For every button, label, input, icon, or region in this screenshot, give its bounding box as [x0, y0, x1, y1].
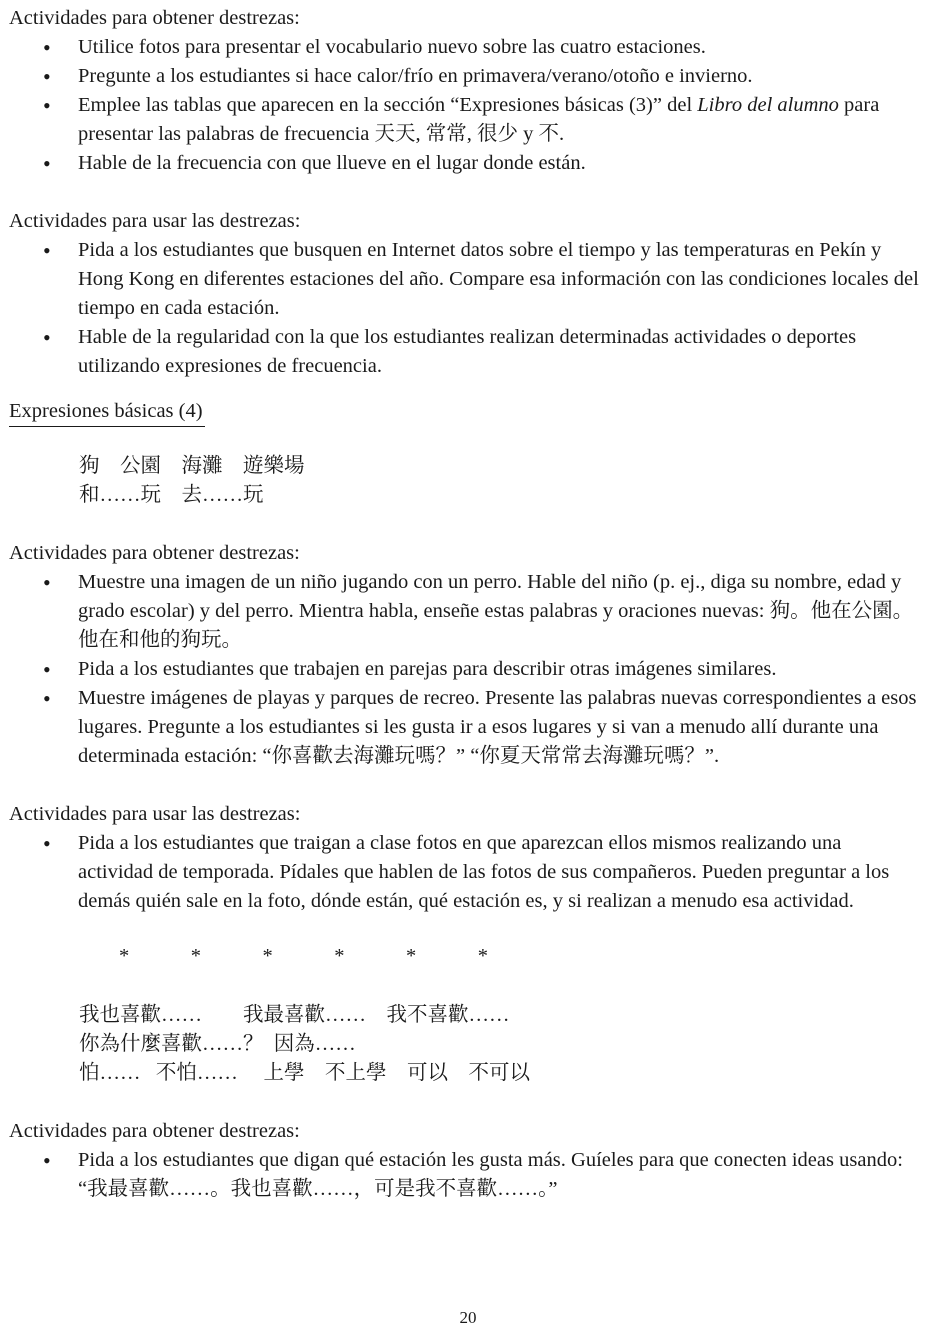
phrase-row: 你為什麼喜歡……？ 因為……	[79, 1033, 356, 1055]
section-heading: Actividades para usar las destrezas:	[9, 803, 301, 825]
vocab-row: 和……玩 去……玩	[79, 484, 264, 506]
list-item: • Pida a los estudiantes que traigan a clase fotos en que aparezcan ellos mismos realizando una actividad de temporada. Pídales que hablen de las fotos de sus compañeros. Pueden preguntar a los demás quién sale en la foto, dónde están, qué estación es, y si realizan a menudo esa actividad.	[9, 829, 919, 916]
text: Emplee las tablas que aparecen en la sección “Expresiones básicas (3)” del	[78, 94, 698, 116]
section-heading: Actividades para obtener destrezas:	[9, 1120, 300, 1142]
phrase-row: 怕…… 不怕…… 上學 不上學 可以 不可以	[79, 1062, 530, 1084]
bullet-list	[9, 1146, 919, 1204]
basic-expressions-title: Expresiones básicas (4)	[9, 397, 205, 427]
list-item: • Utilice fotos para presentar el vocabulario nuevo sobre las cuatro estaciones.	[9, 33, 919, 62]
separator-stars: * * * * * *	[119, 945, 488, 967]
page-number: 20	[459, 1308, 477, 1327]
bullet-list	[9, 236, 919, 381]
list-item: • Pida a los estudiantes que busquen en Internet datos sobre el tiempo y las temperaturas en Pekín y Hong Kong en diferentes estaciones del año. Compare esa información con las condiciones locales del tiempo en cada estación.	[9, 236, 919, 323]
bullet-list	[9, 33, 919, 178]
book-title: Libro del alumno	[697, 94, 839, 116]
list-item: • Pregunte a los estudiantes si hace calor/frío en primavera/verano/otoño e invierno.	[9, 62, 919, 91]
bullet-list	[9, 829, 919, 916]
list-item	[9, 91, 919, 149]
phrase-row: 我也喜歡…… 我最喜歡…… 我不喜歡……	[79, 1004, 510, 1026]
section-heading: Actividades para usar las destrezas:	[9, 210, 301, 232]
vocab-row: 狗 公園 海灘 遊樂場	[79, 455, 305, 477]
section-heading: Actividades para obtener destrezas:	[9, 542, 300, 564]
bullet-list	[9, 568, 919, 771]
list-item: • Hable de la regularidad con la que los estudiantes realizan determinadas actividades o deportes utilizando expresiones de frecuencia.	[9, 323, 919, 381]
list-item: • Muestre imágenes de playas y parques de recreo. Presente las palabras nuevas correspondientes a esos lugares. Pregunte a los estudiantes si les gusta ir a esos lugares y si van a menudo allí durante una determinada estación: “你喜歡去海灘玩嗎？” “你夏天常常去海灘玩嗎？”.	[9, 684, 919, 771]
document-page	[9, 4, 919, 1204]
section-heading: Actividades para obtener destrezas:	[9, 7, 300, 29]
list-item: • Pida a los estudiantes que trabajen en parejas para describir otras imágenes similares.	[9, 655, 919, 684]
list-item: • Muestre una imagen de un niño jugando con un perro. Hable del niño (p. ej., diga su nombre, edad y grado escolar) y del perro. Mientra habla, enseñe estas palabras y oraciones nuevas: 狗。他在公園。他在和他的狗玩。	[9, 568, 919, 655]
text: para presentar las palabras de frecuencia 天天, 常常, 很少 y 不.	[78, 94, 880, 145]
list-item: • Hable de la frecuencia con que llueve en el lugar donde están.	[9, 149, 919, 178]
list-item: • Pida a los estudiantes que digan qué estación les gusta más. Guíeles para que conecten ideas usando: “我最喜歡……。我也喜歡……，可是我不喜歡……。”	[9, 1146, 919, 1204]
